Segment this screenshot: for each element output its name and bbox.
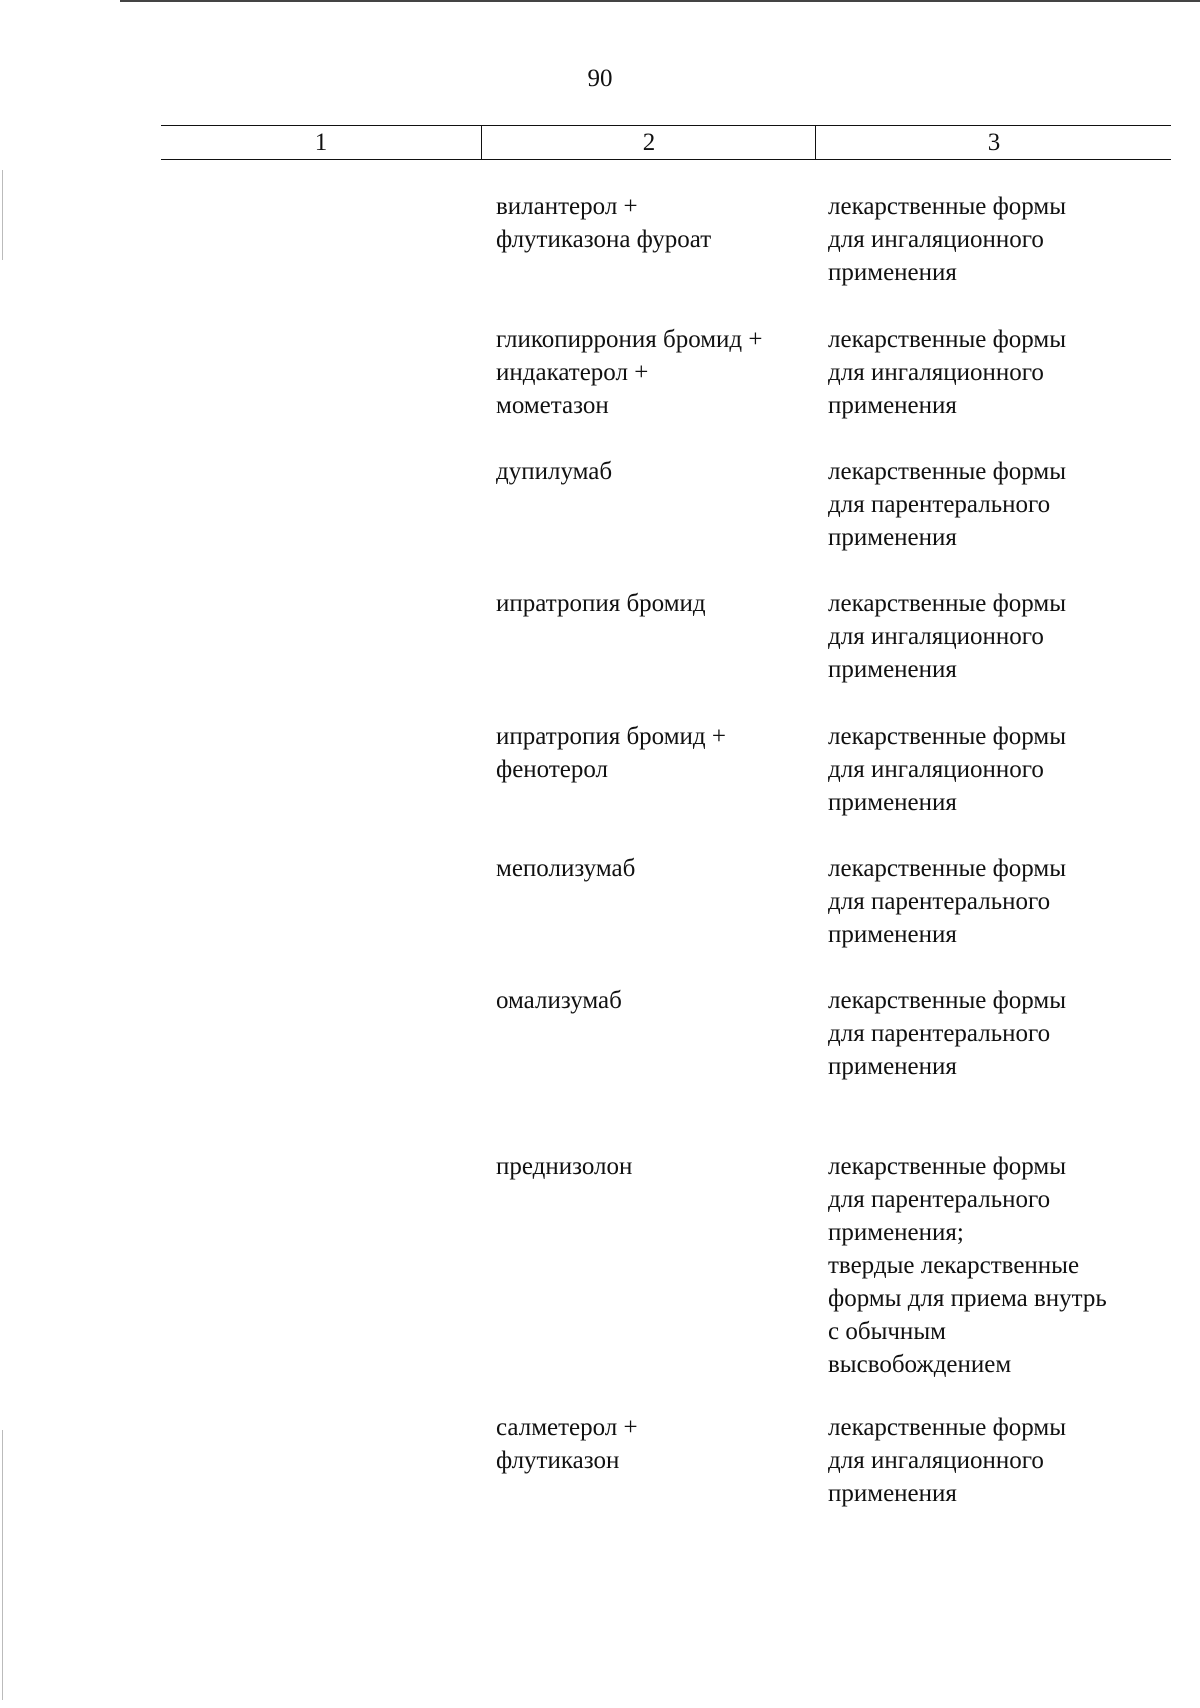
- drug-name: гликопиррония бромид + индакатерол + мометазон: [496, 326, 763, 419]
- drug-name: ипратропия бромид + фенотерол: [496, 723, 726, 783]
- column-header-2: 2: [481, 126, 816, 159]
- dosage-form: лекарственные формы для ингаляционного применения: [828, 326, 1067, 419]
- page-number: 90: [587, 65, 613, 92]
- scan-top-edge-line: [120, 0, 1200, 2]
- drug-name: ипратропия бромид: [496, 590, 706, 617]
- drug-name: меполизумаб: [496, 855, 636, 882]
- scan-left-edge-mark-lower: [2, 1430, 3, 1700]
- drug-name: омализумаб: [496, 987, 622, 1014]
- drug-name: салметерол + флутиказон: [496, 1414, 638, 1474]
- drug-name: преднизолон: [496, 1153, 633, 1180]
- dosage-form: лекарственные формы для ингаляционного применения: [828, 1414, 1067, 1507]
- drug-name: дупилумаб: [496, 458, 613, 485]
- dosage-form: лекарственные формы для ингаляционного применения: [828, 193, 1067, 286]
- column-header-1: 1: [314, 129, 328, 156]
- dosage-form: лекарственные формы для ингаляционного применения: [828, 723, 1067, 816]
- dosage-form: лекарственные формы для ингаляционного применения: [828, 590, 1067, 683]
- table-header: [161, 125, 1171, 160]
- column-header-3: 3: [815, 126, 1172, 159]
- scan-left-edge-mark: [2, 170, 3, 260]
- dosage-form: лекарственные формы для парентерального применения: [828, 458, 1067, 551]
- dosage-form: лекарственные формы для парентерального применения; твердые лекарственные формы для приема внутрь с обычным высвобождением: [828, 1153, 1107, 1378]
- dosage-form: лекарственные формы для парентерального применения: [828, 855, 1067, 948]
- drug-name: вилантерол + флутиказона фуроат: [496, 193, 712, 253]
- dosage-form: лекарственные формы для парентерального применения: [828, 987, 1067, 1080]
